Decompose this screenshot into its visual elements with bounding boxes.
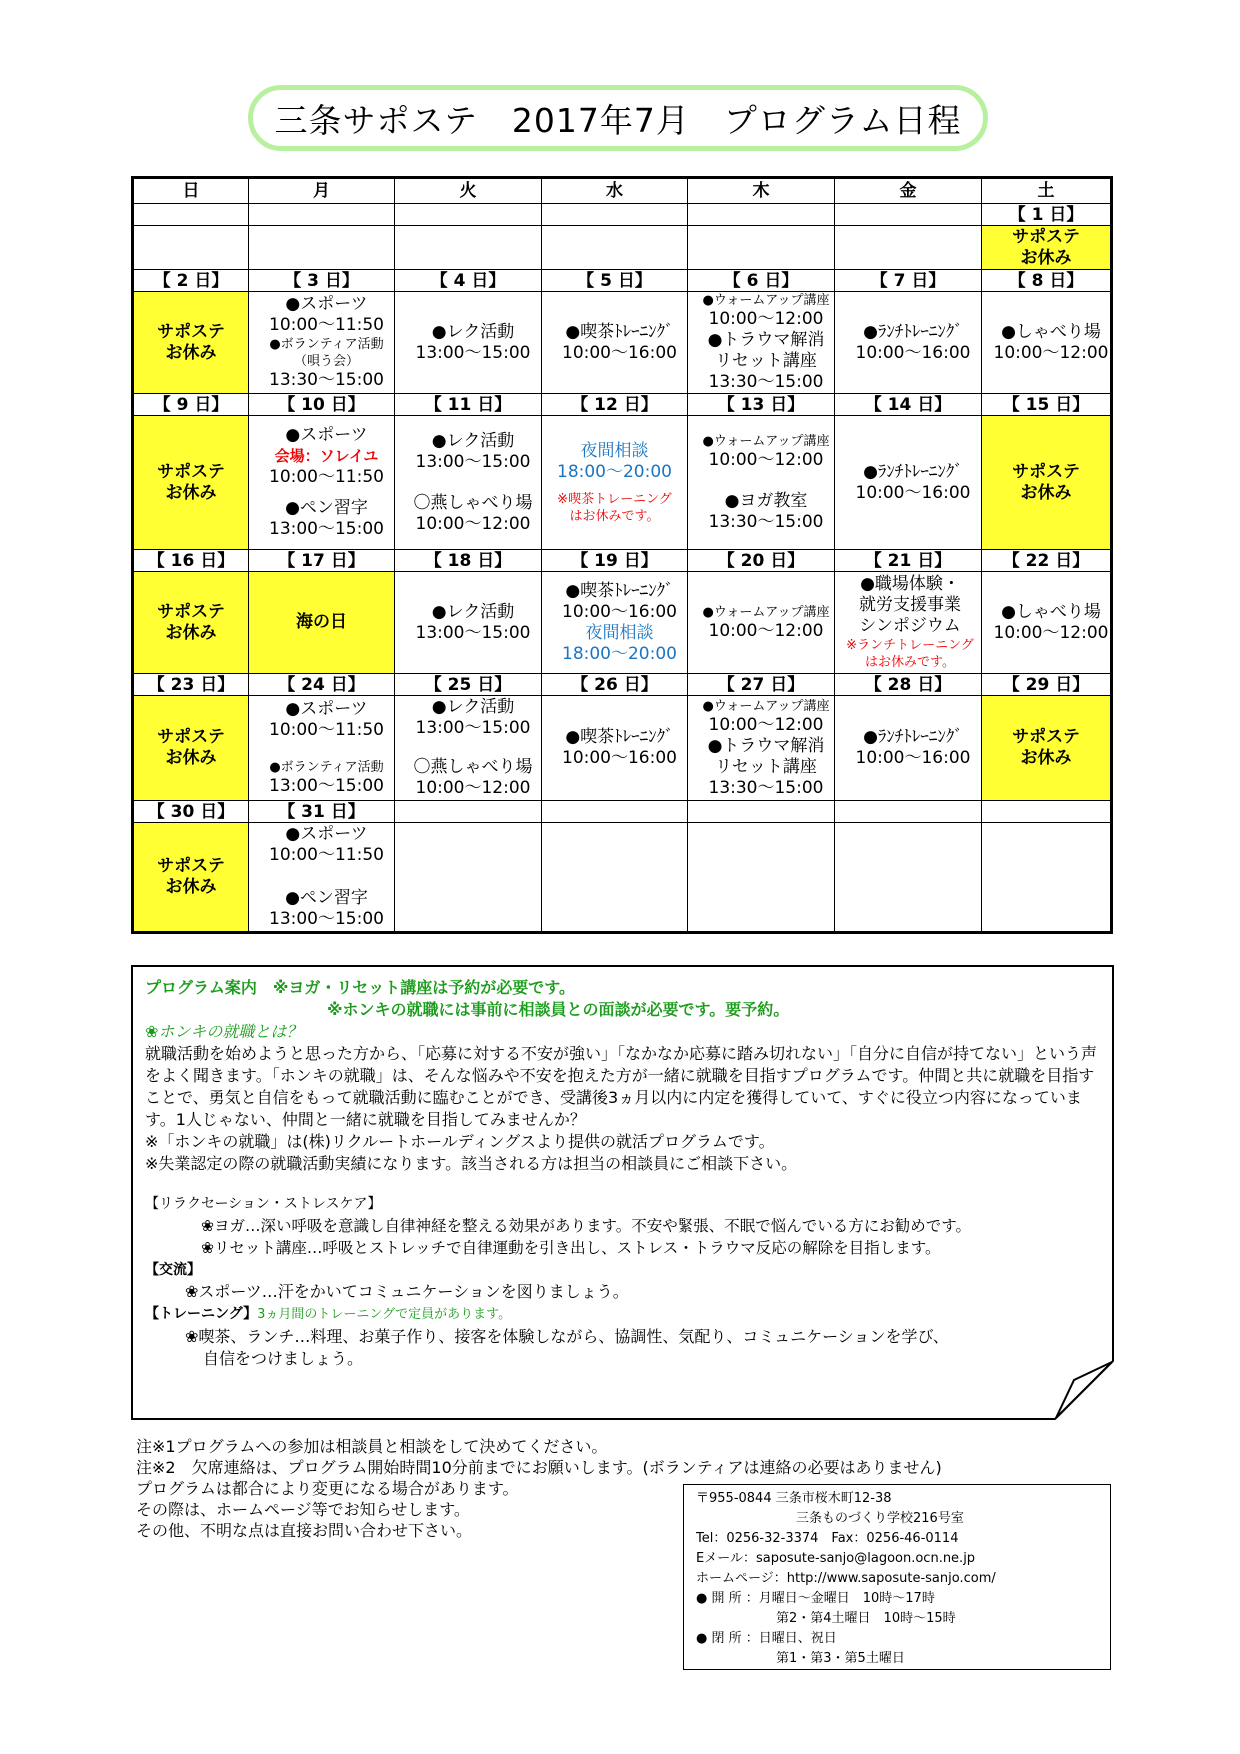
section-note: 3ヵ月間のトレーニングで定員があります。 (257, 1307, 512, 1322)
program-guide (131, 965, 1114, 1420)
date-cell: 【 1 日】 (982, 204, 1112, 226)
closed-cell (982, 416, 1112, 550)
event-row (133, 823, 1112, 933)
guide-item: ❀スポーツ…汗をかいてコミュニケーションを図りましょう。 (185, 1282, 629, 1301)
closed-cell (133, 696, 249, 801)
cancel-note: はお休みです。 (569, 508, 660, 524)
date-cell: 【 7 日】 (835, 270, 982, 292)
closed-label: サポステ (157, 856, 225, 876)
page-title: 三条サポステ 2017年7月 プログラム日程 (248, 85, 988, 151)
event-cell (982, 572, 1112, 674)
event-title: ●スポーツ (285, 294, 368, 314)
event-time: 10:00～11:50 (269, 720, 384, 740)
closed-label: サポステ (157, 601, 225, 622)
event-title: ●しゃべり場 (1001, 321, 1101, 342)
event-title: ●ヨガ教室 (724, 490, 808, 511)
date-cell: 【 27 日】 (688, 674, 835, 696)
event-time: 10:00～12:00 (993, 622, 1109, 643)
event-title: ●ウォームアップ講座 (702, 293, 830, 308)
event-cell (835, 226, 982, 270)
open-hours: ● 開 所 ：月曜日～金曜日 10時～17時 (696, 1591, 935, 1606)
event-title: ●ﾗﾝﾁﾄﾚｰﾆﾝｸﾞ (863, 727, 963, 747)
section-heading: 【交流】 (145, 1262, 201, 1278)
date-cell (688, 801, 835, 823)
event-cell (395, 823, 542, 933)
date-cell: 【 13 日】 (688, 394, 835, 416)
date-row (133, 204, 1112, 226)
closed-cell (133, 416, 249, 550)
date-cell: 【 15 日】 (982, 394, 1112, 416)
event-row (133, 416, 1112, 550)
date-cell: 【 5 日】 (542, 270, 688, 292)
event-title: ●ﾗﾝﾁﾄﾚｰﾆﾝｸﾞ (863, 461, 963, 482)
weekday-header (133, 178, 1112, 204)
closed-label: お休み (165, 342, 217, 363)
event-cell (835, 572, 982, 674)
event-title: ●喫茶ﾄﾚｰﾆﾝｸﾞ (565, 727, 674, 747)
weekday-sun: 日 (133, 178, 249, 204)
closed-days: 第1・第3・第5土曜日 (776, 1651, 905, 1666)
event-title: ●レク活動 (431, 697, 515, 717)
event-cell (542, 696, 688, 801)
date-cell: 【 30 日】 (133, 801, 249, 823)
event-title: 夜間相談 (585, 622, 654, 643)
cancel-note: ※ランチトレーニング (846, 638, 974, 653)
date-cell: 【 26 日】 (542, 674, 688, 696)
event-time: 10:00～16:00 (855, 342, 971, 363)
closed-label: サポステ (1012, 461, 1080, 482)
event-time: 10:00～12:00 (415, 778, 531, 798)
date-cell: 【 11 日】 (395, 394, 542, 416)
event-time: 10:00～16:00 (855, 482, 971, 503)
event-cell (688, 292, 835, 394)
event-time: 13:30～15:00 (708, 777, 824, 798)
event-time: 10:00～12:00 (708, 309, 824, 329)
date-row (133, 674, 1112, 696)
event-time: 13:30～15:00 (269, 370, 384, 390)
event-time: 10:00～12:00 (415, 513, 531, 534)
event-subtitle: リセット講座 (715, 351, 817, 371)
guide-paragraph: ※「ホンキの就職」は(株)リクルートホールディングスより提供の就活プログラムです。 (145, 1132, 775, 1151)
closed-label: お休み (1020, 748, 1072, 768)
event-title: 夜間相談 (580, 440, 649, 461)
homepage: ホームページ：http://www.saposute-sanjo.com/ (696, 1571, 996, 1586)
event-time: 10:00～12:00 (993, 342, 1109, 363)
date-cell: 【 31 日】 (249, 801, 395, 823)
page-curl-icon (1054, 1360, 1114, 1420)
event-title: ●スポーツ (285, 425, 368, 445)
holiday-cell (249, 572, 395, 674)
event-subtitle: リセット講座 (715, 756, 817, 777)
closed-label: サポステ (1012, 226, 1080, 247)
event-title: シンポジウム (859, 616, 961, 636)
closed-label: サポステ (157, 461, 225, 482)
event-cell (133, 226, 249, 270)
date-cell: 【 29 日】 (982, 674, 1112, 696)
event-cell (542, 292, 688, 394)
open-hours: 第2・第4土曜日 10時～15時 (776, 1611, 956, 1626)
event-cell (395, 226, 542, 270)
closed-cell (982, 696, 1112, 801)
date-cell: 【 24 日】 (249, 674, 395, 696)
event-time: 10:00～12:00 (708, 714, 824, 735)
event-title: 〇燕しゃべり場 (413, 757, 533, 777)
closed-cell (133, 572, 249, 674)
weekday-mon: 月 (249, 178, 395, 204)
address: 〒955-0844 三条市桜木町12-38 (696, 1491, 892, 1506)
event-time: 13:00～15:00 (415, 622, 531, 643)
weekday-tue: 火 (395, 178, 542, 204)
event-row (133, 226, 1112, 270)
event-time: 13:00～15:00 (269, 776, 384, 796)
guide-item: ❀リセット講座…呼吸とストレッチで自律運動を引き出し、ストレス・トラウマ反応の解除を目指します。 (201, 1239, 941, 1257)
date-cell: 【 28 日】 (835, 674, 982, 696)
date-cell: 【 4 日】 (395, 270, 542, 292)
date-cell (835, 801, 982, 823)
date-cell: 【 20 日】 (688, 550, 835, 572)
event-title: ●ペン習字 (285, 888, 368, 908)
event-cell (688, 572, 835, 674)
event-cell (688, 696, 835, 801)
event-cell (835, 823, 982, 933)
event-title: ●トラウマ解消 (707, 330, 825, 350)
date-cell: 【 6 日】 (688, 270, 835, 292)
date-cell (249, 204, 395, 226)
event-time: 13:30～15:00 (708, 372, 824, 392)
event-time: 18:00～20:00 (557, 461, 672, 482)
date-cell: 【 14 日】 (835, 394, 982, 416)
guide-paragraph: 就職活動を始めようと思った方から、「応募に対する不安が強い」「なかなか応募に踏み切れない」「自分に自信が持てない」という声をよく聞きます。「ホンキの就職」は、そんな悩みや不安を抱えた方が一緒に就職を目指すプログラムです。仲間と共に就職を目指すことで、勇気と自信をもって就職活動に臨むことができ、受講後3ヵ月以内に内定を獲得していて、すぐに役立つ内容になっています。1人じゃない、仲間と一緒に就職を目指してみませんか？ (145, 1044, 1098, 1129)
footer-note: 注※1プログラムへの参加は相談員と相談をして決めてください。 (136, 1437, 608, 1456)
cancel-note: ※喫茶トレーニング (557, 491, 672, 507)
event-cell (688, 226, 835, 270)
closed-days: ● 閉 所 ：日曜日、祝日 (696, 1631, 837, 1646)
event-time: 10:00～12:00 (708, 449, 824, 470)
event-cell (542, 572, 688, 674)
event-title: ●レク活動 (431, 321, 515, 342)
event-time: 18:00～20:00 (562, 643, 677, 664)
phone-fax: Tel：0256-32-3374 Fax：0256-46-0114 (696, 1531, 959, 1546)
event-title: ●ペン習字 (285, 498, 368, 518)
date-cell: 【 3 日】 (249, 270, 395, 292)
cancel-note: はお休みです。 (865, 655, 955, 670)
closed-label: お休み (1020, 482, 1072, 503)
address-room: 三条ものづくり学校216号室 (796, 1511, 964, 1526)
event-title: 〇燕しゃべり場 (413, 492, 533, 513)
event-title: ●レク活動 (431, 601, 515, 622)
footer-note: その他、不明な点は直接お問い合わせ下さい。 (136, 1521, 473, 1540)
event-title: ●ボランティア活動 (269, 760, 384, 775)
date-row (133, 270, 1112, 292)
event-cell (249, 696, 395, 801)
event-title: ●ウォームアップ講座 (702, 698, 830, 714)
closed-label: サポステ (157, 321, 225, 342)
event-cell (542, 226, 688, 270)
closed-label: お休み (1020, 247, 1072, 268)
event-title: ●ﾗﾝﾁﾄﾚｰﾆﾝｸﾞ (863, 321, 963, 342)
event-cell (688, 823, 835, 933)
date-row (133, 801, 1112, 823)
date-cell (542, 204, 688, 226)
closed-label: サポステ (157, 727, 225, 747)
date-cell (542, 801, 688, 823)
closed-label: お休み (165, 622, 217, 643)
event-time: 13:30～15:00 (708, 511, 824, 532)
event-time: 10:00～11:50 (269, 845, 384, 865)
guide-heading: ※ホンキの就職には事前に相談員との面談が必要です。要予約。 (327, 1000, 790, 1019)
event-title: ●レク活動 (431, 430, 515, 451)
event-time: 10:00～16:00 (562, 601, 677, 622)
event-time: 10:00～12:00 (708, 620, 824, 641)
guide-heading: プログラム案内 ※ヨガ・リセット講座は予約が必要です。 (145, 978, 575, 997)
weekday-thu: 木 (688, 178, 835, 204)
event-cell (835, 696, 982, 801)
date-cell: 【 8 日】 (982, 270, 1112, 292)
event-title: ●スポーツ (285, 824, 368, 844)
section-heading: 【リラクセーション・ストレスケア】 (145, 1196, 382, 1212)
footer-note: その際は、ホームページ等でお知らせします。 (136, 1500, 470, 1519)
event-row (133, 696, 1112, 801)
event-title: ●ボランティア活動 (269, 337, 384, 352)
event-cell (249, 823, 395, 933)
event-time: 10:00～11:50 (269, 315, 384, 335)
date-cell (395, 801, 542, 823)
date-cell: 【 25 日】 (395, 674, 542, 696)
event-title: 就労支援事業 (859, 595, 961, 615)
closed-cell (982, 226, 1112, 270)
closed-label: サポステ (1012, 727, 1080, 747)
guide-item: ❀ヨガ…深い呼吸を意識し自律神経を整える効果があります。不安や緊張、不眠で悩んでいる方にお勧めです。 (201, 1217, 972, 1235)
event-time: 13:00～15:00 (415, 451, 531, 472)
guide-item: 自信をつけましょう。 (203, 1349, 364, 1368)
event-row (133, 572, 1112, 674)
event-title: ●喫茶ﾄﾚｰﾆﾝｸﾞ (565, 580, 674, 601)
event-cell (688, 416, 835, 550)
date-cell (395, 204, 542, 226)
event-row (133, 292, 1112, 394)
date-cell: 【 21 日】 (835, 550, 982, 572)
event-time: 13:00～15:00 (269, 519, 384, 539)
event-title: ●トラウマ解消 (707, 735, 825, 756)
footer-note: プログラムは都合により変更になる場合があります。 (136, 1479, 519, 1498)
closed-cell (133, 823, 249, 933)
venue-note: 会場：ソレイユ (274, 447, 379, 465)
event-title: ●ウォームアップ講座 (702, 433, 830, 449)
closed-label: お休み (165, 877, 217, 897)
event-cell (395, 572, 542, 674)
date-cell (982, 801, 1112, 823)
event-time: 13:00～15:00 (415, 718, 531, 738)
date-row (133, 394, 1112, 416)
event-title: ●喫茶ﾄﾚｰﾆﾝｸﾞ (565, 321, 674, 342)
date-cell: 【 18 日】 (395, 550, 542, 572)
weekday-wed: 水 (542, 178, 688, 204)
event-time: 10:00～11:50 (269, 467, 384, 487)
event-cell (835, 416, 982, 550)
date-cell (835, 204, 982, 226)
section-heading: 【トレーニング】 (145, 1306, 258, 1322)
contact-info (683, 1484, 1111, 1670)
event-cell (982, 823, 1112, 933)
event-time: 13:00～15:00 (415, 342, 531, 363)
event-time: 10:00～16:00 (562, 342, 677, 363)
weekday-fri: 金 (835, 178, 982, 204)
date-cell: 【 10 日】 (249, 394, 395, 416)
event-cell (982, 292, 1112, 394)
date-row (133, 550, 1112, 572)
event-time: 13:00～15:00 (269, 909, 384, 929)
date-cell: 【 2 日】 (133, 270, 249, 292)
date-cell: 【 16 日】 (133, 550, 249, 572)
date-cell: 【 17 日】 (249, 550, 395, 572)
event-cell (395, 292, 542, 394)
closed-label: お休み (165, 482, 217, 503)
event-title: ●スポーツ (285, 699, 368, 719)
event-cell (542, 416, 688, 550)
guide-subheading: ❀ホンキの就職とは？ (145, 1022, 303, 1041)
calendar-table (131, 176, 1113, 934)
event-title: ●ウォームアップ講座 (702, 604, 830, 620)
footer-note: 注※2 欠席連絡は、プログラム開始時間10分前までにお願いします。(ボランティアは連絡の必要はありません) (136, 1458, 942, 1477)
date-cell: 【 9 日】 (133, 394, 249, 416)
event-title: ●しゃべり場 (1001, 601, 1101, 622)
closed-label: お休み (165, 748, 217, 768)
event-subtitle: （唄う会） (293, 354, 359, 369)
event-cell (395, 696, 542, 801)
holiday-label: 海の日 (296, 612, 347, 632)
event-cell (249, 416, 395, 550)
email: Eメール：saposute-sanjo@lagoon.ocn.ne.jp (696, 1551, 976, 1566)
date-cell: 【 19 日】 (542, 550, 688, 572)
closed-cell (133, 292, 249, 394)
date-cell: 【 22 日】 (982, 550, 1112, 572)
event-time: 10:00～16:00 (855, 748, 971, 768)
event-title: ●職場体験・ (860, 574, 960, 594)
event-cell (542, 823, 688, 933)
event-cell (835, 292, 982, 394)
event-cell (249, 226, 395, 270)
date-cell (133, 204, 249, 226)
date-cell: 【 12 日】 (542, 394, 688, 416)
date-cell (688, 204, 835, 226)
weekday-sat: 土 (982, 178, 1112, 204)
event-time: 10:00～16:00 (562, 748, 677, 768)
event-cell (249, 292, 395, 394)
guide-item: ❀喫茶、ランチ…料理、お菓子作り、接客を体験しながら、協調性、気配り、コミュニケーションを学び、 (185, 1327, 949, 1346)
date-cell: 【 23 日】 (133, 674, 249, 696)
guide-paragraph: ※失業認定の際の就職活動実績になります。該当される方は担当の相談員にご相談下さい。 (145, 1154, 798, 1173)
event-cell (395, 416, 542, 550)
